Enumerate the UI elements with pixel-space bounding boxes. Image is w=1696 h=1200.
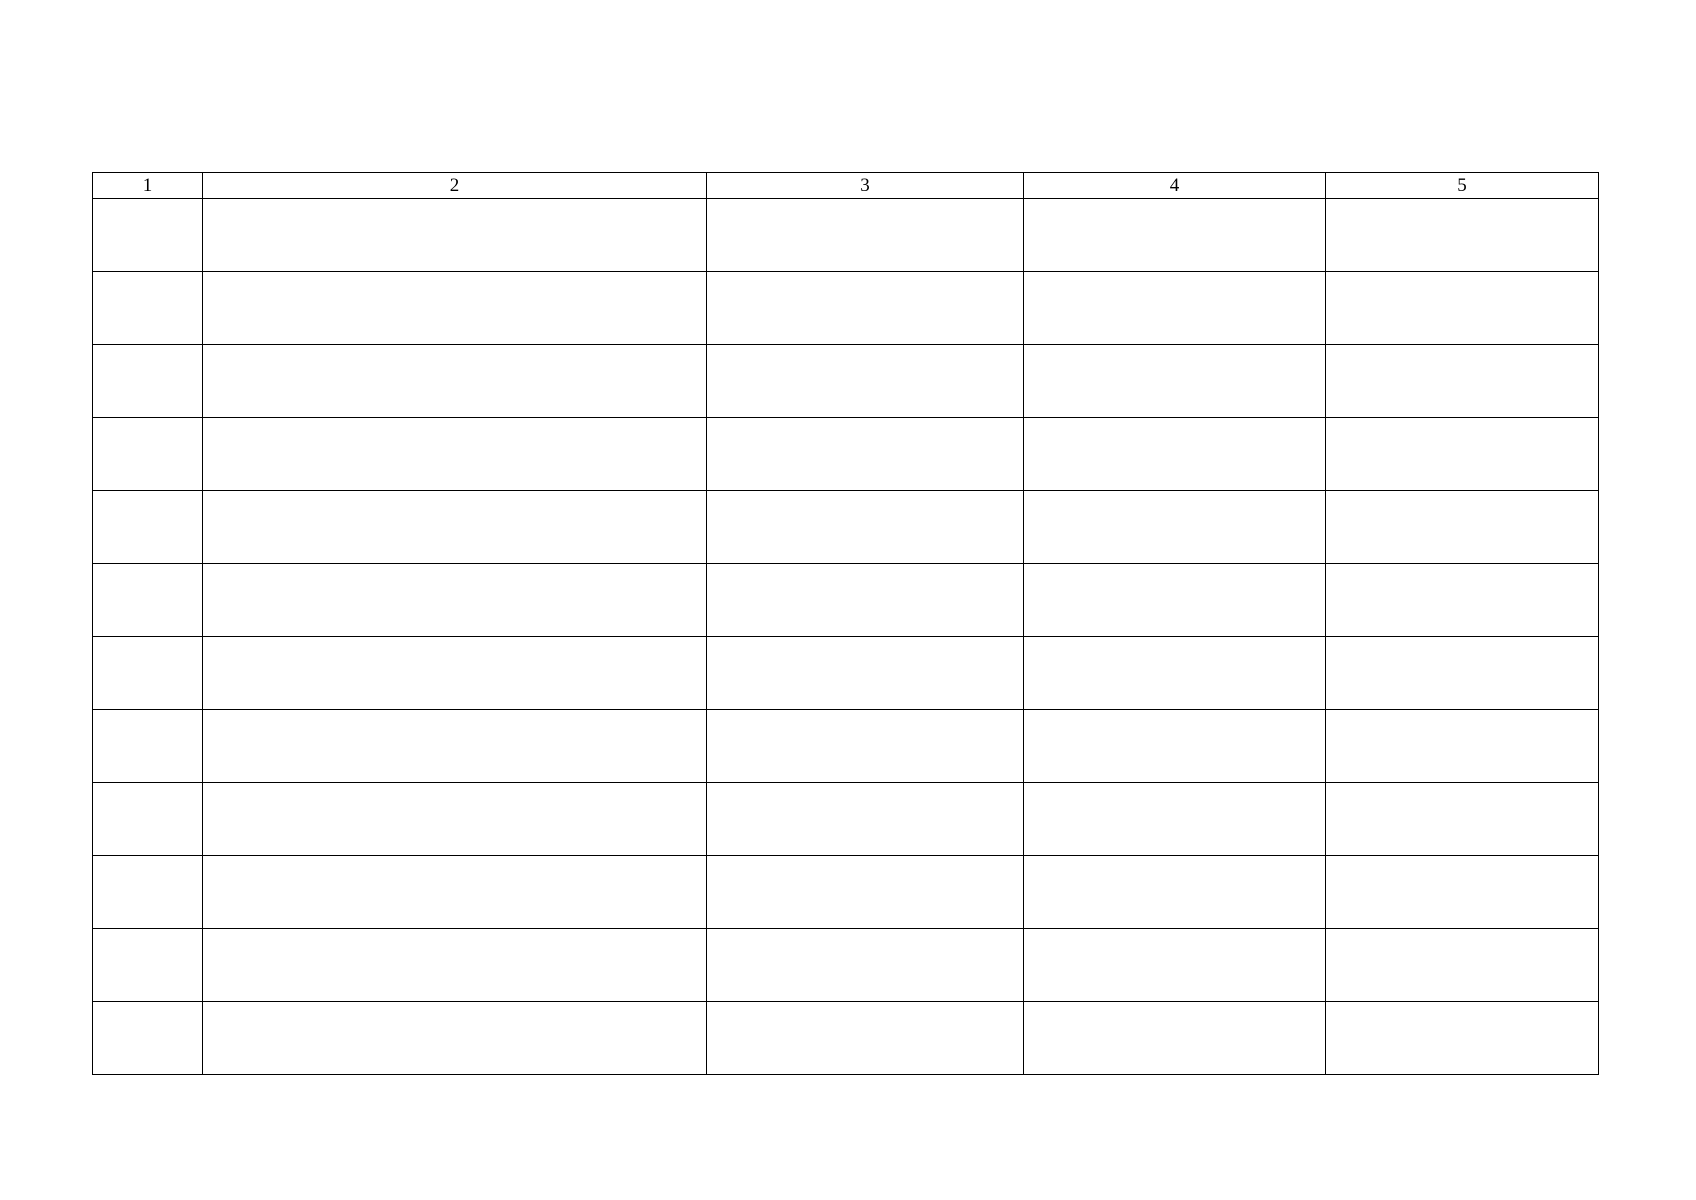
object-location-cell xyxy=(1024,783,1326,856)
object-location-cell xyxy=(1024,856,1326,929)
object-specs-cell xyxy=(707,491,1024,564)
table-row xyxy=(93,783,1599,856)
object-number-cell xyxy=(93,345,203,418)
object-zones-cell xyxy=(1326,783,1599,856)
object-zones-cell xyxy=(1326,491,1599,564)
object-specs-cell xyxy=(707,929,1024,1002)
column-number-row xyxy=(93,173,1599,199)
table-row xyxy=(93,345,1599,418)
object-location-cell xyxy=(1024,1002,1326,1075)
object-specs-cell xyxy=(707,272,1024,345)
column-header-1: 1 xyxy=(93,173,203,199)
object-specs-cell xyxy=(707,783,1024,856)
object-name-cell xyxy=(203,564,707,637)
object-number-cell xyxy=(93,856,203,929)
object-name-cell xyxy=(203,929,707,1002)
object-number-cell xyxy=(93,418,203,491)
object-zones-cell xyxy=(1326,418,1599,491)
object-name-cell xyxy=(203,637,707,710)
column-header-5: 5 xyxy=(1326,173,1599,199)
object-specs-cell xyxy=(707,1002,1024,1075)
object-location-cell xyxy=(1024,929,1326,1002)
object-location-cell xyxy=(1024,564,1326,637)
object-zones-cell xyxy=(1326,199,1599,272)
object-specs-cell xyxy=(707,856,1024,929)
object-number-cell xyxy=(93,564,203,637)
object-name-cell xyxy=(203,1002,707,1075)
object-number-cell xyxy=(93,783,203,856)
object-number-cell xyxy=(93,272,203,345)
object-zones-cell xyxy=(1326,345,1599,418)
table-row xyxy=(93,418,1599,491)
object-name-cell xyxy=(203,783,707,856)
table-row xyxy=(93,199,1599,272)
object-location-cell xyxy=(1024,710,1326,783)
table-row xyxy=(93,491,1599,564)
table-row xyxy=(93,710,1599,783)
object-location-cell xyxy=(1024,199,1326,272)
object-name-cell xyxy=(203,345,707,418)
object-specs-cell xyxy=(707,345,1024,418)
table-row xyxy=(93,1002,1599,1075)
objects-table xyxy=(92,172,1599,1075)
object-specs-cell xyxy=(707,199,1024,272)
object-zones-cell xyxy=(1326,272,1599,345)
object-zones-cell xyxy=(1326,564,1599,637)
object-location-cell xyxy=(1024,345,1326,418)
object-location-cell xyxy=(1024,491,1326,564)
object-zones-cell xyxy=(1326,637,1599,710)
object-zones-cell xyxy=(1326,1002,1599,1075)
column-header-3: 3 xyxy=(707,173,1024,199)
object-name-cell xyxy=(203,710,707,783)
object-number-cell xyxy=(93,199,203,272)
table-row xyxy=(93,637,1599,710)
object-specs-cell xyxy=(707,710,1024,783)
object-zones-cell xyxy=(1326,929,1599,1002)
object-location-cell xyxy=(1024,272,1326,345)
object-number-cell xyxy=(93,637,203,710)
object-name-cell xyxy=(203,272,707,345)
object-specs-cell xyxy=(707,418,1024,491)
column-header-4: 4 xyxy=(1024,173,1326,199)
object-name-cell xyxy=(203,418,707,491)
object-name-cell xyxy=(203,856,707,929)
object-number-cell xyxy=(93,1002,203,1075)
object-zones-cell xyxy=(1326,856,1599,929)
object-location-cell xyxy=(1024,637,1326,710)
object-specs-cell xyxy=(707,637,1024,710)
column-header-2: 2 xyxy=(203,173,707,199)
objects-table-body xyxy=(93,173,1599,1075)
object-number-cell xyxy=(93,929,203,1002)
table-row xyxy=(93,856,1599,929)
table-row xyxy=(93,929,1599,1002)
table-row xyxy=(93,272,1599,345)
object-number-cell xyxy=(93,491,203,564)
object-specs-cell xyxy=(707,564,1024,637)
table-row xyxy=(93,564,1599,637)
object-name-cell xyxy=(203,491,707,564)
object-location-cell xyxy=(1024,418,1326,491)
object-number-cell xyxy=(93,710,203,783)
object-zones-cell xyxy=(1326,710,1599,783)
object-name-cell xyxy=(203,199,707,272)
